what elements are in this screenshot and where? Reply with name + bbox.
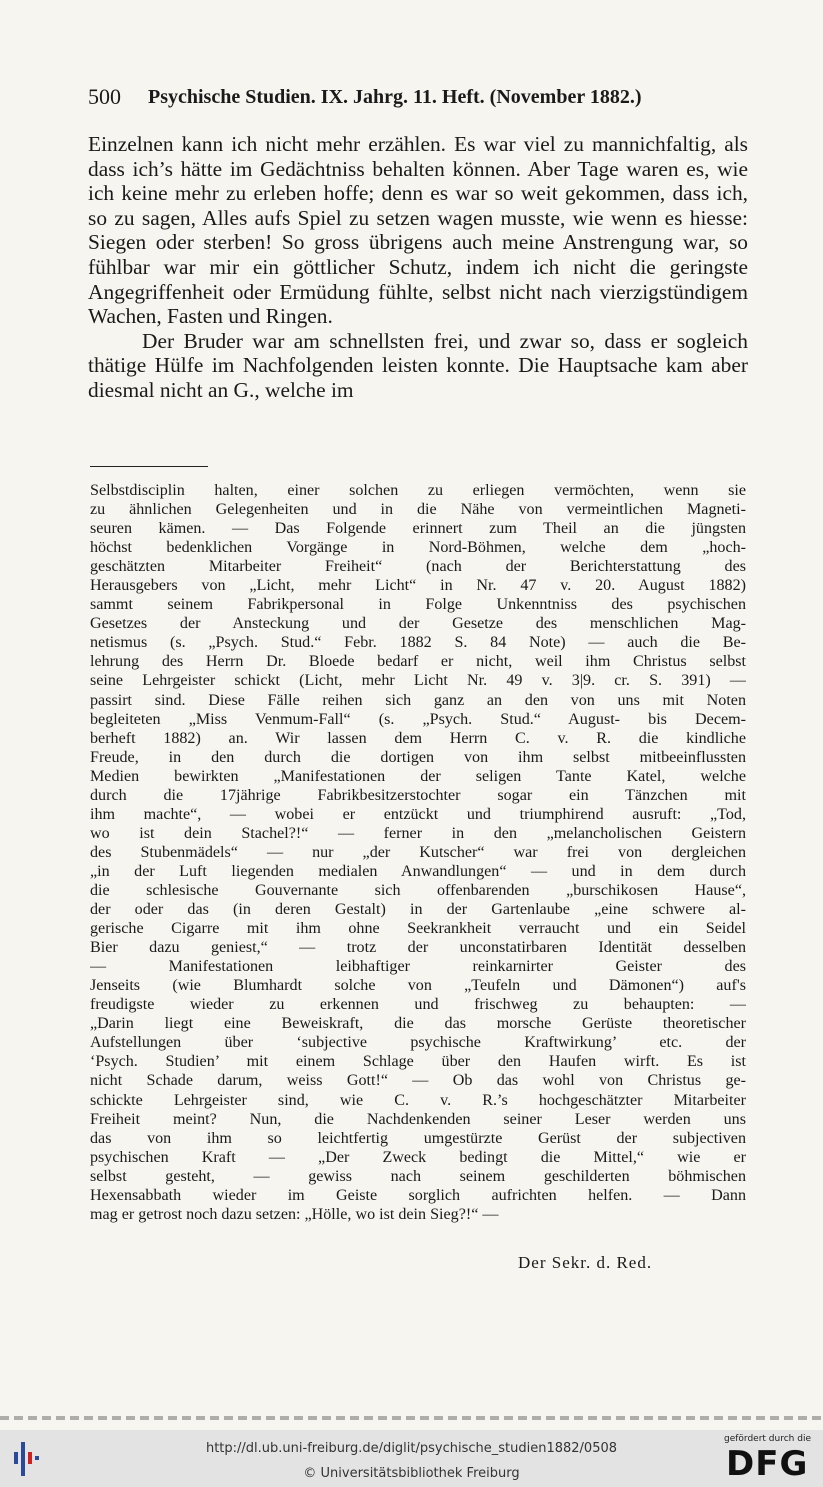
footnote-line: selbst gesteht, — gewiss nach seinem geschilderten böhmischen <box>90 1167 746 1185</box>
dfg-logo <box>720 1434 820 1484</box>
footnote-line: berheft 1882) an. Wir lassen dem Herrn C. v. R. die kindliche <box>90 729 746 747</box>
footnote-line: „in der Luft liegenden medialen Anwandlungen“ — und in dem durch <box>90 862 746 880</box>
footnote-line: zu ähnlichen Gelegenheiten und in die Nähe von vermeintlichen Magneti- <box>90 501 746 519</box>
footnote-line: Gesetzes der Ansteckung und der Gesetze des menschlichen Mag- <box>90 615 746 633</box>
source-url-link[interactable]: http://dl.ub.uni-freiburg.de/diglit/psychische_studien1882/0508 <box>205 1441 618 1456</box>
footnote-line: Freude, in den durch die dortigen von ihm selbst mitbeeinflussten <box>90 748 746 766</box>
footnote-line: ‘Psych. Studien’ mit einem Schlage über den Haufen wirft. Es ist <box>90 1053 746 1071</box>
page-number: 500 <box>88 84 121 109</box>
footnote-line: der oder das (in deren Gestalt) in der Gartenlaube „eine schwere al- <box>90 901 746 919</box>
copyright-notice: © Universitätsbibliothek Freiburg <box>303 1466 520 1481</box>
footnote-line: Aufstellungen über ‘subjective psychische Kraftwirkung’ etc. der <box>90 1034 746 1052</box>
dfg-logo-text: DFG <box>726 1444 809 1484</box>
footnote-line: mag er getrost noch dazu setzen: „Hölle, wo ist dein Sieg?!“ — <box>90 1205 499 1223</box>
footnote-line: durch die 17jährige Fabrikbesitzerstochter sogar ein Tänzchen mit <box>90 786 746 804</box>
footnote-line: Herausgebers von „Licht, mehr Licht“ in Nr. 47 v. 20. August 1882) <box>90 577 746 595</box>
scan-artifact <box>0 1416 823 1420</box>
body-paragraph-1: Einzelnen kann ich nicht mehr erzählen. Es war viel zu mannichfaltig, als dass ich’s hätte im Gedächtniss behalten können. Aber Tage waren es, wie ich keine mehr zu erleben hoffe; denn es war so weit gekommen, dass ich, so zu sagen, Alles aufs Spiel zu setzen wagen musste, wie wenn es hiesse: Siegen oder sterben! So gross übrigens auch meine Anstrengung war, so fühlbar war mir ein göttlicher Schutz, indem ich nicht die geringste Angegriffenheit oder Ermüdung fühlte, selbst nicht nach vierzigstündigem Wachen, Fasten und Ringen. <box>88 132 748 329</box>
footnote-line: netismus (s. „Psych. Stud.“ Febr. 1882 S. 84 Note) — auch die Be- <box>90 634 746 652</box>
footnote-rule <box>90 466 208 467</box>
footnote-line: Freiheit meint? Nun, die Nachdenkenden seiner Leser werden uns <box>90 1110 746 1128</box>
footnote-line: gerische Cigarre mit ihm ohne Seekrankheit verraucht und ein Seidel <box>90 920 746 938</box>
footnote-line: Hexensabbath wieder im Geiste sorglich aufrichten helfen. — Dann <box>90 1186 746 1204</box>
footnote-line: „Darin liegt eine Beweiskraft, die das morsche Gerüste theoretischer <box>90 1015 746 1033</box>
footnote-line: seuren kämen. — Das Folgende erinnert zum Theil an die jüngsten <box>90 520 746 538</box>
footnote-line: des Stubenmädels“ — nur „der Kutscher“ war frei von dergleichen <box>90 843 746 861</box>
footnote-line: ihm machte“, — wobei er entzückt und triumphirend ausruft: „Tod, <box>90 805 746 823</box>
footnote-line: psychischen Kraft — „Der Zweck bedingt die Mittel,“ wie er <box>90 1148 746 1166</box>
body-text <box>88 132 748 403</box>
footnote-line: Jenseits (wie Blumhardt solche von „Teufeln und Dämonen“) auf's <box>90 977 746 995</box>
footnote-signature: Der Sekr. d. Red. <box>518 1253 653 1272</box>
footnote-line: höchst bedenklichen Vorgänge in Nord-Böhmen, welche dem „hoch- <box>90 539 746 557</box>
page-header <box>88 84 738 114</box>
running-title: Psychische Studien. IX. Jahrg. 11. Heft. (November 1882.) <box>148 86 642 108</box>
footnote-line: schickte Lehrgeister sind, wie C. v. R.’s hochgeschätzter Mitarbeiter <box>90 1091 746 1109</box>
dfg-tagline: gefördert durch die <box>724 1434 811 1444</box>
footnote-line: wo ist dein Stachel?!“ — ferner in den „melancholischen Geistern <box>90 824 746 842</box>
footnote <box>90 481 746 1224</box>
footnote-line: das von ihm so leichtfertig umgestürzte Gerüst der subjectiven <box>90 1129 746 1147</box>
footnote-line: seine Lehrgeister schickt (Licht, mehr Licht Nr. 49 v. 3|9. cr. S. 391) — <box>90 672 746 690</box>
footnote-line: begleiteten „Miss Venmum-Fall“ (s. „Psych. Stud.“ August- bis Decem- <box>90 710 746 728</box>
footnote-line: sammt seinem Fabrikpersonal in Folge Unkenntniss des psychischen <box>90 596 746 614</box>
footnote-line: freudigste wieder zu erkennen und frischweg zu behaupten: — <box>90 996 746 1014</box>
footnote-line: Selbstdisciplin halten, einer solchen zu erliegen vermöchten, wenn sie <box>90 482 746 499</box>
footnote-line: — Manifestationen leibhaftiger reinkarnirter Geister des <box>90 958 746 976</box>
footnote-line: die schlesische Gouvernante sich offenbarenden „burschikosen Hause“, <box>90 881 746 899</box>
footnote-line: passirt sind. Diese Fälle reihen sich ganz an den von uns mit Noten <box>90 691 746 709</box>
footnote-line: Bier dazu geniest,“ — trotz der unconstatirbaren Identität desselben <box>90 939 746 957</box>
footnote-line: Medien bewirkten „Manifestationen der seligen Tante Katel, welche <box>90 767 746 785</box>
viewer-footer <box>0 1430 823 1487</box>
footnote-line: geschätzten Mitarbeiter Freiheit“ (nach der Berichterstattung des <box>90 558 746 576</box>
footnote-line: lehrung des Herrn Dr. Bloede bedarf er nicht, weil ihm Christus selbst <box>90 653 746 671</box>
body-paragraph-2: Der Bruder war am schnellsten frei, und zwar so, dass er sogleich thätige Hülfe im Nachfolgenden leisten konnte. Die Hauptsache kam aber diesmal nicht an G., welche im <box>88 328 748 402</box>
footnote-line: nicht Schade darum, weiss Gott!“ — Ob das wohl von Christus ge- <box>90 1072 746 1090</box>
